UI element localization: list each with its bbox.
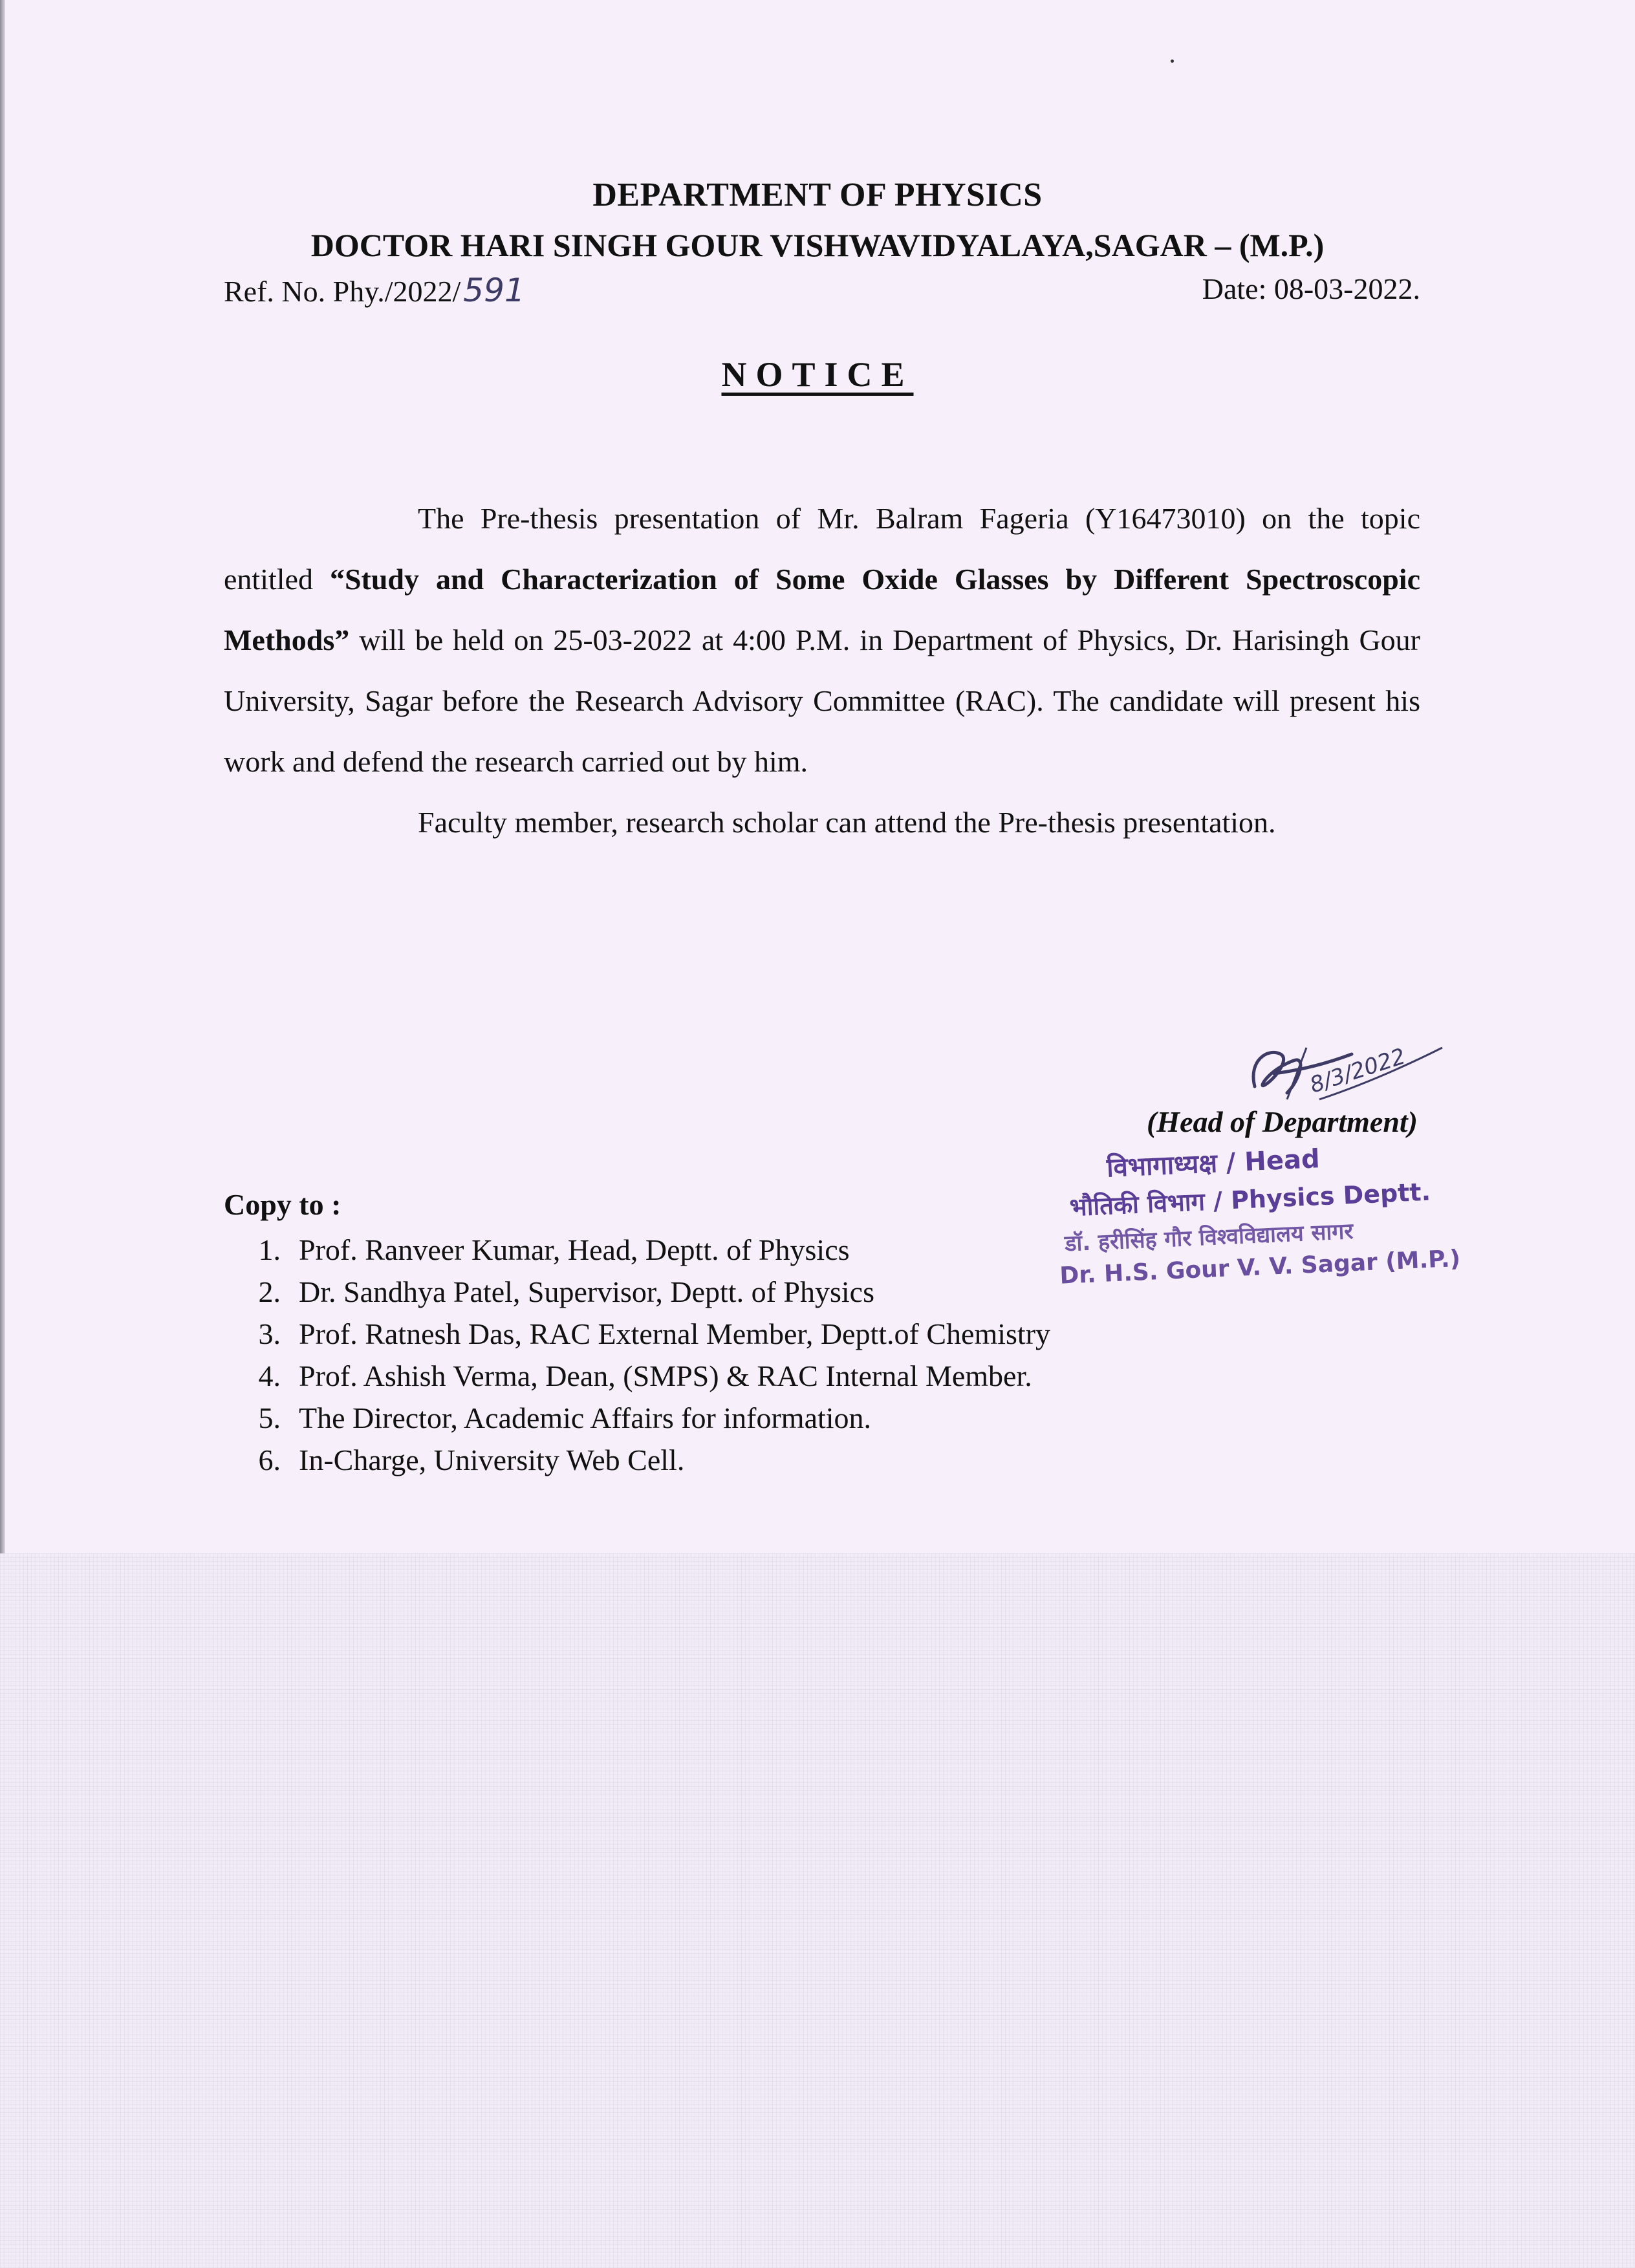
list-item-text: Dr. Sandhya Patel, Supervisor, Deptt. of Physics xyxy=(299,1275,874,1308)
scan-speck xyxy=(1171,59,1174,63)
list-item-number: 5. xyxy=(258,1401,281,1434)
list-item xyxy=(224,1271,1050,1313)
reference-number xyxy=(224,272,525,309)
list-item-number: 3. xyxy=(258,1317,281,1350)
list-item-text: Prof. Ashish Verma, Dean, (SMPS) & RAC Internal Member. xyxy=(299,1359,1032,1392)
body-paragraph-1 xyxy=(224,488,1420,792)
list-item-text: Prof. Ratnesh Das, RAC External Member, Deptt.of Chemistry xyxy=(299,1317,1051,1350)
university-heading: DOCTOR HARI SINGH GOUR VISHWAVIDYALAYA,SAGAR – (M.P.) xyxy=(310,227,1325,263)
stamp-line-4: Dr. H.S. Gour V. V. Sagar (M.P.) xyxy=(1059,1245,1461,1290)
notice-body xyxy=(224,488,1420,853)
list-item xyxy=(224,1397,1050,1439)
list-item-number: 2. xyxy=(258,1275,281,1308)
thesis-title: “Study and Characterization of Some Oxide Glasses by Different Spectroscopic Methods” xyxy=(224,563,1420,656)
list-item-text: The Director, Academic Affairs for information. xyxy=(299,1401,872,1434)
list-item xyxy=(224,1313,1050,1355)
department-stamp xyxy=(1054,1133,1480,1290)
list-item xyxy=(224,1439,1050,1481)
list-item-text: Prof. Ranveer Kumar, Head, Deptt. of Physics xyxy=(299,1233,850,1266)
handwritten-signature xyxy=(1229,1009,1462,1119)
notice-date: Date: 08-03-2022. xyxy=(1202,272,1420,305)
list-item-number: 4. xyxy=(258,1359,281,1392)
stamp-line-3: डॉ. हरीसिंह गौर विश्वविद्यालय सागर xyxy=(1064,1218,1354,1257)
signature-date: 8/3/2022 xyxy=(1306,1043,1409,1099)
scanner-background xyxy=(0,1553,1635,2268)
copy-to-list xyxy=(224,1229,1050,1481)
paragraph-1-details: will be held on 25-03-2022 at 4:00 P.M. in Department of Physics, Dr. Harisingh Gour University, Sagar before the Research Advisory Committee (RAC). The candidate will present his work and defend the research carried out by him. xyxy=(224,623,1420,778)
list-item-number: 6. xyxy=(258,1443,281,1476)
list-item xyxy=(224,1355,1050,1397)
list-item-number: 1. xyxy=(258,1233,281,1266)
list-item xyxy=(224,1229,1050,1271)
paragraph-1-intro: The Pre-thesis presentation of Mr. Balram Fageria (Y16473010) on the topic entitled xyxy=(224,502,1420,596)
reference-handwritten-number: 591 xyxy=(463,272,525,309)
stamp-line-2: भौतिकी विभाग / Physics Deptt. xyxy=(1068,1177,1431,1222)
department-heading: DEPARTMENT OF PHYSICS xyxy=(592,177,1043,213)
copy-to-label: Copy to : xyxy=(224,1188,341,1221)
list-item-text: In-Charge, University Web Cell. xyxy=(299,1443,685,1476)
signatory-designation: (Head of Department) xyxy=(1146,1105,1418,1138)
notice-title: NOTICE xyxy=(721,355,914,394)
reference-prefix: Ref. No. Phy./2022/ xyxy=(224,275,461,308)
stamp-line-1: विभागाध्यक्ष / Head xyxy=(1106,1144,1321,1183)
body-paragraph-2: Faculty member, research scholar can attend the Pre-thesis presentation. xyxy=(418,806,1276,839)
